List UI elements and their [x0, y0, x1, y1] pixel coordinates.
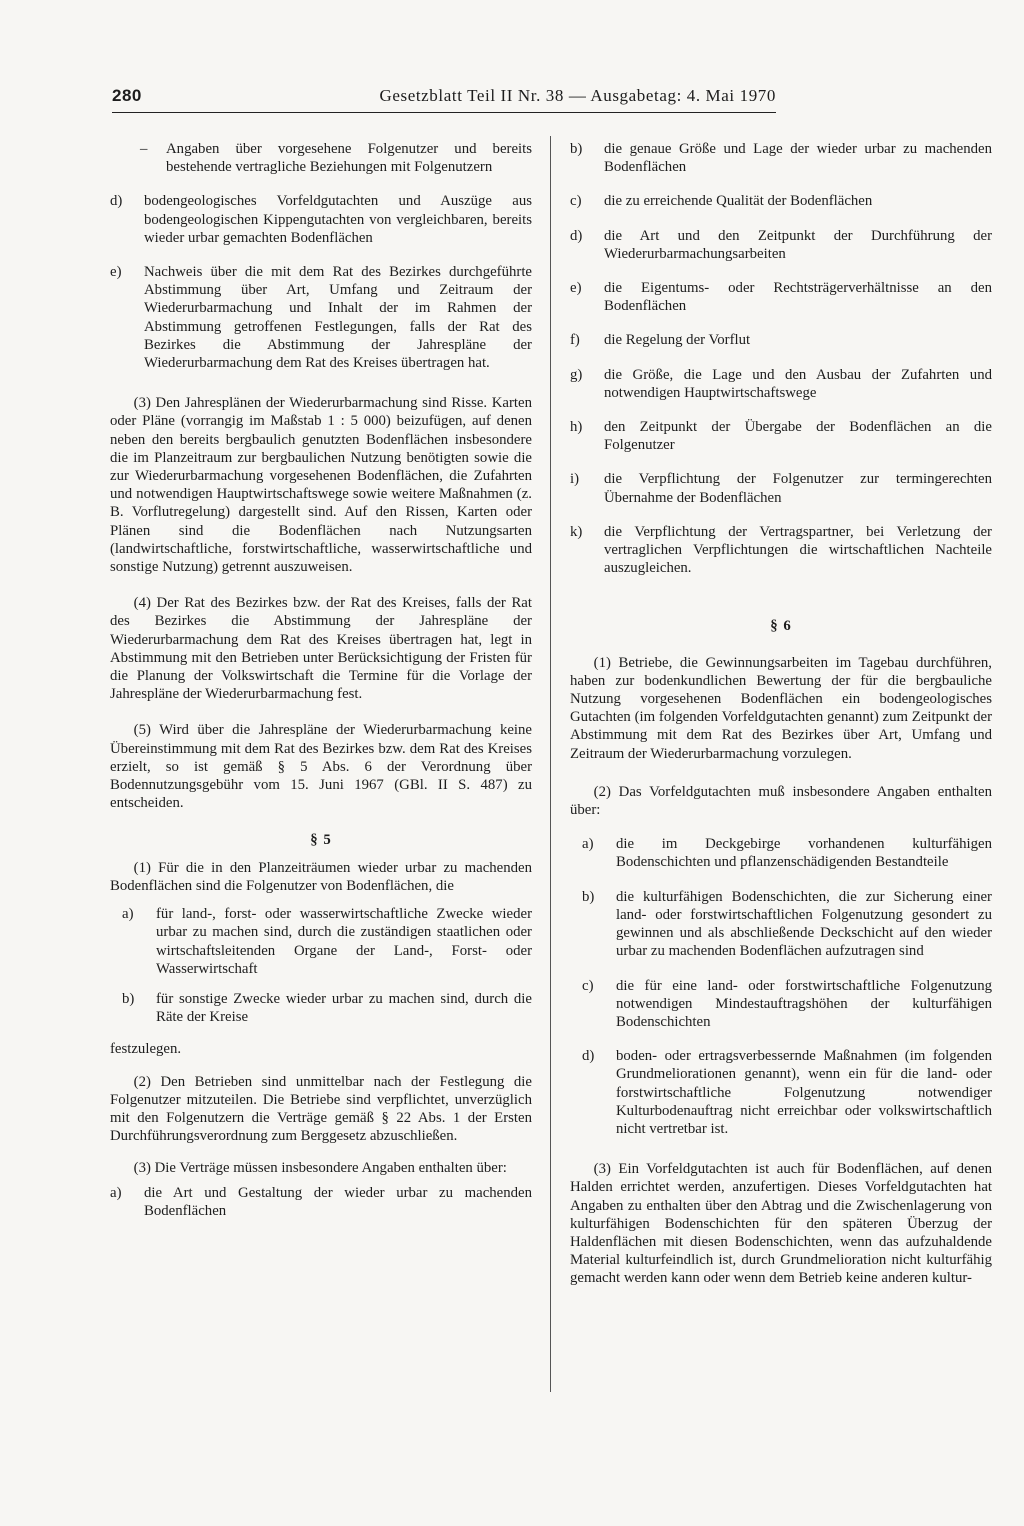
column-divider	[550, 136, 551, 1392]
paragraph: (2) Den Betrieben sind unmittelbar nach der Festlegung die Folgenutzer mitzuteilen. Die Betriebe sind verpflichtet, unverzüglich mit den Folgenutzern die Verträge gemäß § 22 Abs. 1 der Ersten Durchführungsverordnung zum Berggesetz abzuschließen.	[110, 1073, 532, 1145]
list-item	[570, 331, 992, 349]
item-text: Nachweis über die mit dem Rat des Bezirkes durchgeführte Abstimmung über Art, Umfang und Zeitraum der Wiederurbarmachung und Inhalt der im Rahmen der Abstimmung getroffenen Festlegungen, falls der Rat des Bezirkes die Abstimmung der Jahrespläne der Wiederurbarmachung dem Rat des Kreises übertragen hat.	[144, 264, 532, 372]
item-text: den Zeitpunkt der Übergabe der Bodenflächen an die Folgenutzer	[604, 419, 992, 454]
item-label: f)	[570, 332, 580, 349]
section-heading: § 5	[310, 831, 332, 848]
list-item	[570, 470, 992, 506]
item-label: c)	[570, 193, 582, 210]
page-number: 280	[112, 86, 142, 105]
item-label: c)	[582, 977, 594, 994]
running-title: Gesetzblatt Teil II Nr. 38 — Ausgabetag: 4. Mai 1970	[379, 86, 776, 105]
item-label: a)	[122, 906, 134, 923]
list-item	[122, 990, 532, 1026]
list-item	[570, 227, 992, 263]
item-text: die Größe, die Lage und den Ausbau der Zufahrten und notwendigen Hauptwirtschaftswege	[604, 366, 992, 401]
item-text: bodengeologisches Vorfeldgutachten und Auszüge aus bodengeologischen Kippengutachten von vergleichbaren, bereits wieder urbar gemachten Bodenflächen	[144, 193, 532, 246]
paragraph: (2) Das Vorfeldgutachten muß insbesondere Angaben enthalten über:	[570, 783, 992, 819]
item-label: b)	[570, 141, 583, 157]
item-text: boden- oder ertragsverbessernde Maßnahmen (im folgenden Grundmeliorationen genannt), wenn ein für die land- oder forstwirtschaftliche Folgenutzung notwendiger Kulturbodenauftrag nicht erreichbar oder volkswirtschaftlich nicht vertretbar ist.	[616, 1048, 992, 1137]
item-label: a)	[582, 836, 594, 853]
item-text: die Regelung der Vorflut	[604, 332, 751, 349]
list-item	[570, 140, 992, 176]
list-item	[582, 888, 992, 961]
item-label: h)	[570, 419, 583, 436]
left-column	[110, 140, 532, 1220]
item-label: b)	[122, 990, 135, 1007]
page-header	[112, 84, 776, 113]
item-text: die Verpflichtung der Folgenutzer zur termingerechten Übernahme der Bodenflächen	[604, 471, 992, 506]
item-label: d)	[582, 1048, 595, 1065]
list-item	[110, 1184, 532, 1220]
item-label: d)	[570, 227, 583, 244]
item-label: k)	[570, 523, 583, 540]
item-text: die zu erreichende Qualität der Bodenflächen	[604, 193, 873, 210]
item-label: i)	[570, 471, 580, 488]
list-item	[582, 1047, 992, 1138]
item-text: die genaue Größe und Lage der wieder urbar zu machenden Bodenflächen	[604, 141, 992, 176]
item-label: d)	[110, 193, 123, 210]
item-label: b)	[582, 888, 595, 905]
item-text: die Art und den Zeitpunkt der Durchführung der Wiederurbarmachungsarbeiten	[604, 227, 992, 262]
item-label: e)	[110, 264, 122, 281]
list-item	[110, 192, 532, 247]
paragraph: festzulegen.	[110, 1041, 182, 1058]
paragraph: (1) Betriebe, die Gewinnungsarbeiten im Tagebau durchführen, haben zur bodenkundlichen Bewertung der für die bergbauliche Nutzung vorgesehenen Bodenflächen ein bodengeologisches Gutachten (im folgenden Vorfeldgutachten genannt) zum Zeitpunkt der Abstimmung mit dem Rat des Bezirkes über Art, Umfang und Zeitraum der Wiederurbarmachung vorzulegen.	[570, 654, 992, 762]
paragraph: (1) Für die in den Planzeiträumen wieder urbar zu machenden Bodenflächen sind die Folgenutzer von Bodenflächen, die	[110, 859, 532, 894]
paragraph: (3) Den Jahresplänen der Wiederurbarmachung sind Risse. Karten oder Pläne (vorrangig im Maßstab 1 : 5 000) beizufügen, auf denen neben den bereits bergbaulich genutzten Bodenflächen insbesondere die im Planzeitraum zur bergbaulichen Nutzung benötigten sowie die zur Wiederurbarmachung vorgesehenen Bodenflächen, die Zufahrten und notwendigen Hauptwirtschaftswege sowie weitere Maßnahmen (z. B. Vorflutregelung) dargestellt sind. Auf den Rissen, Karten oder Plänen sind die Bodenflächen nach Nutzungsarten (landwirtschaftliche, forstwirtschaftliche, wasserwirtschaftliche und sonstige Nutzung) getrennt auszuweisen.	[110, 395, 532, 576]
item-label: e)	[570, 280, 582, 297]
list-item	[570, 192, 992, 210]
item-text: die Eigentums- oder Rechtsträgerverhältnisse an den Bodenflächen	[604, 280, 992, 315]
item-text: die Art und Gestaltung der wieder urbar zu machenden Bodenflächen	[144, 1184, 532, 1219]
paragraph: (4) Der Rat des Bezirkes bzw. der Rat des Kreises, falls der Rat des Bezirkes die Abstimmung der Jahrespläne der Wiederurbarmachung dem Rat des Kreises übertragen hat, legt in Abstimmung mit den Betrieben unter Berücksichtigung der Fristen für die Planung der Volkswirtschaft die Termine für die Vorlage der Jahrespläne der Wiederurbarmachung fest.	[110, 595, 532, 703]
paragraph: (5) Wird über die Jahrespläne der Wiederurbarmachung keine Übereinstimmung mit dem Rat des Bezirkes bzw. dem Rat des Kreises erzielt, so ist gemäß § 5 Abs. 6 der Verordnung über Bodennutzungsgebühr vom 15. Juni 1967 (GBl. II S. 487) zu entscheiden.	[110, 722, 532, 812]
item-text: für land-, forst- oder wasserwirtschaftliche Zwecke wieder urbar zu machen sind, durch die zuständigen staatlichen oder wirtschaftsleitenden Organe der Land-, Forst- oder Wasserwirtschaft	[156, 906, 532, 977]
item-label: a)	[110, 1184, 122, 1201]
item-text: für sonstige Zwecke wieder urbar zu machen sind, durch die Räte der Kreise	[156, 990, 532, 1026]
right-column	[570, 140, 992, 1288]
list-item	[582, 835, 992, 871]
item-text: Angaben über vorgesehene Folgenutzer und bereits bestehende vertragliche Beziehungen mit Folgenutzern	[166, 141, 532, 176]
list-item	[140, 140, 532, 176]
list-item	[582, 977, 992, 1032]
list-item	[570, 366, 992, 402]
paragraph: (3) Die Verträge müssen insbesondere Angaben enthalten über:	[133, 1160, 507, 1177]
item-text: die Verpflichtung der Vertragspartner, bei Verletzung der vertraglichen Verpflichtungen die wirtschaftlichen Nachteile auszugleichen.	[604, 523, 992, 577]
list-item	[570, 418, 992, 454]
list-item	[570, 523, 992, 578]
list-item	[570, 279, 992, 315]
item-text: die für eine land- oder forstwirtschaftliche Folgenutzung notwendigen Mindestauftragshöhen der kulturfähigen Bodenschichten	[616, 977, 992, 1030]
section-heading: § 6	[770, 618, 792, 635]
list-item	[122, 905, 532, 978]
item-text: die kulturfähigen Bodenschichten, die zur Sicherung einer land- oder forstwirtschaftlichen Folgenutzung gesondert zu gewinnen und als abschließende Deckschicht auf den wieder urbar zu machenden Bodenflächen aufzutragen sind	[616, 888, 992, 960]
item-label: –	[140, 141, 148, 157]
item-label: g)	[570, 366, 583, 383]
item-text: die im Deckgebirge vorhandenen kulturfähigen Bodenschichten und pflanzenschädigenden Bestandteile	[616, 836, 992, 871]
list-item	[110, 263, 532, 372]
paragraph: (3) Ein Vorfeldgutachten ist auch für Bodenflächen, auf denen Halden errichtet werden, anzufertigen. Dieses Vorfeldgutachten hat Angaben zu enthalten über den Abtrag und die Zwischenlagerung von kulturfähigen Bodenschichten für den späteren Überzug der Haldenflächen mit diesen Bodenschichten, wenn das aufzuhaldende Material kulturfeindlich ist, durch Grundmelioration nicht kulturfähig gemacht werden kann oder wenn dem Betrieb keine anderen kultur-	[570, 1161, 992, 1287]
